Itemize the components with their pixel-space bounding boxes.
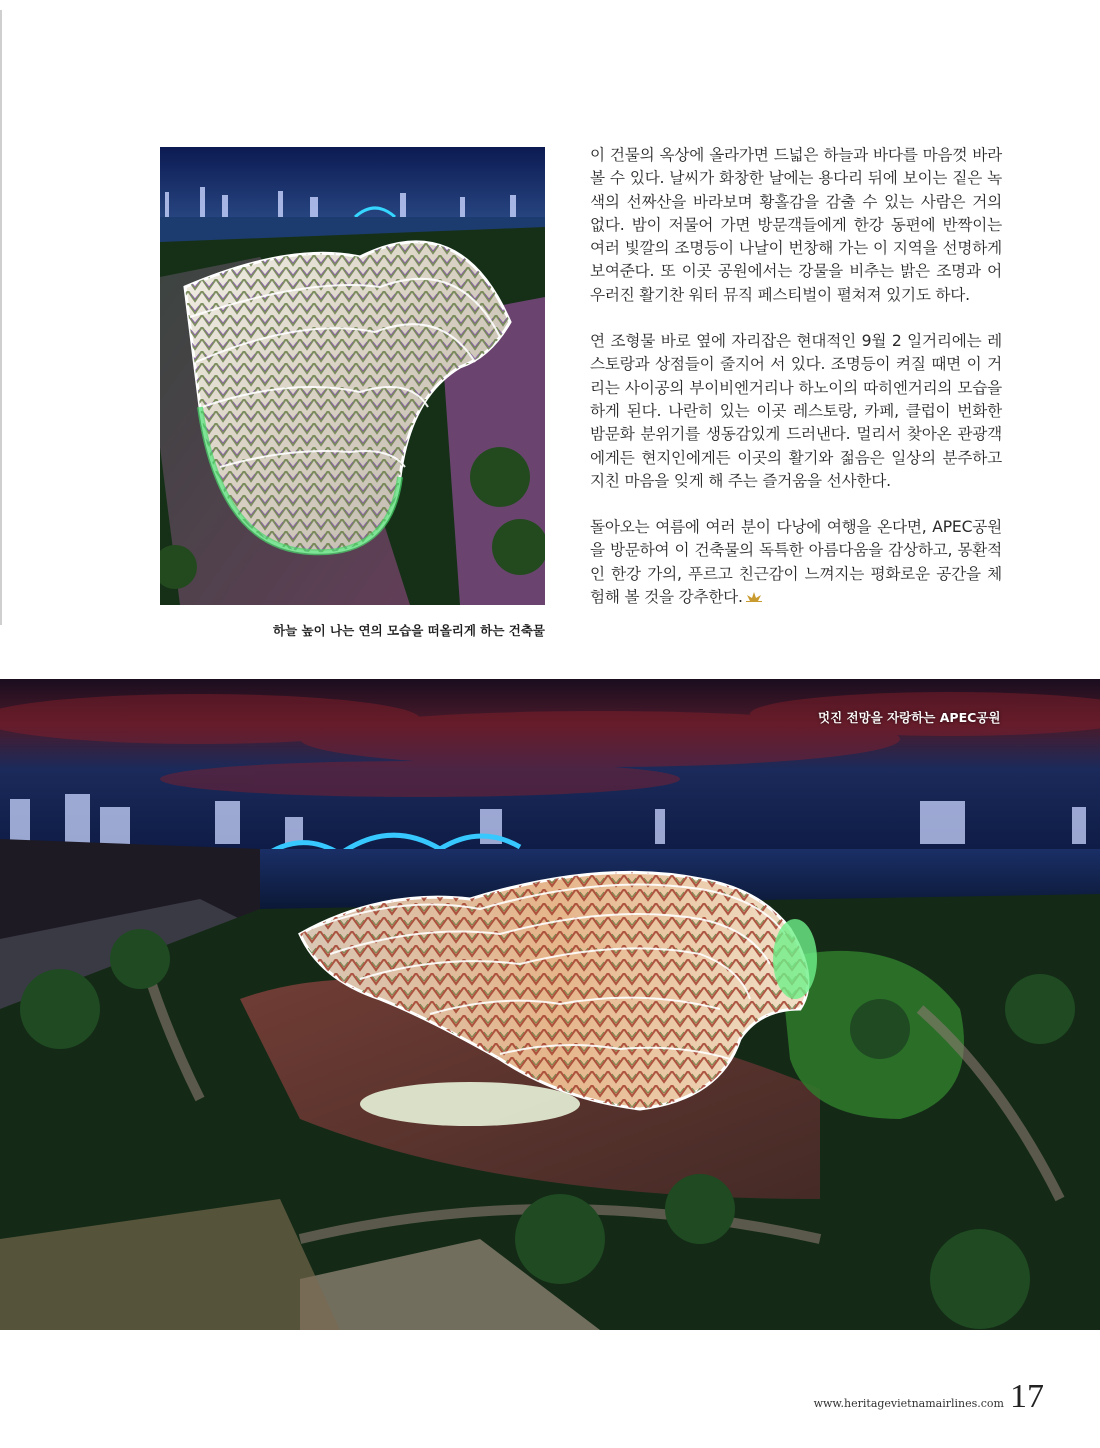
page-footer bbox=[814, 1380, 1044, 1414]
lotus-icon bbox=[745, 586, 763, 596]
photo-kite-building-closeup bbox=[160, 147, 545, 605]
photo-apec-park-panorama bbox=[0, 679, 1100, 1330]
page-number: 17 bbox=[1010, 1378, 1044, 1415]
website-url[interactable]: www.heritagevietnamairlines.com bbox=[813, 1397, 1004, 1410]
bottom-photo-caption: 멋진 전망을 자랑하는 APEC공원 bbox=[818, 710, 1001, 725]
article-paragraph-3 bbox=[590, 516, 1002, 609]
top-photo-caption: 하늘 높이 나는 연의 모습을 떠올리게 하는 건축물 bbox=[273, 623, 545, 638]
article-paragraph-1: 이 건물의 옥상에 올라가면 드넓은 하늘과 바다를 마음껏 바라볼 수 있다. 날씨가 화창한 날에는 용다리 뒤에 보이는 짙은 녹색의 선짜산을 바라보며 황홀감을 감출 수 있는 사람은 거의 없다. 밤이 저물어 가면 방문객들에게 한강 동편에 반짝이는 여러 빛깔의 조명등이 나날이 번창해 가는 이 지역을 선명하게 보여준다. 또 이곳 공원에서는 강물을 비추는 밝은 조명과 어우러진 활기찬 워터 뮤직 페스티벌이 펼쳐져 있기도 하다. bbox=[590, 146, 1002, 304]
article-paragraph-2: 연 조형물 바로 옆에 자리잡은 현대적인 9월 2 일거리에는 레스토랑과 상점들이 줄지어 서 있다. 조명등이 켜질 때면 이 거리는 사이공의 부이비엔거리나 하노이의 따히엔거리의 모습을 하게 된다. 나란히 있는 이곳 레스토랑, 카페, 클럽이 번화한 밤문화 분위기를 생동감있게 드러낸다. 멀리서 찾아온 관광객에게든 현지인에게든 이곳의 활기와 젊음은 일상의 분주하고 지친 마음을 잊게 해 주는 즐거움을 선사한다. bbox=[590, 332, 1002, 490]
article-paragraph-3-text: 돌아오는 여름에 여러 분이 다낭에 여행을 온다면, APEC공원을 방문하여 이 건축물의 독특한 아름다움을 감상하고, 몽환적인 한강 가의, 푸르고 친근감이 느껴지는 평화로운 공간을 체험해 볼 것을 강추한다. bbox=[590, 518, 1002, 607]
article-body bbox=[590, 144, 1002, 632]
page-edge-line bbox=[0, 10, 2, 625]
